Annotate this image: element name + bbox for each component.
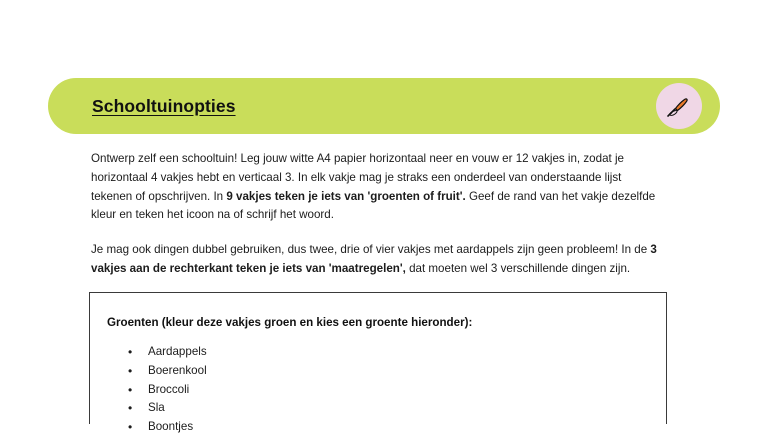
page-title: Schooltuinopties (92, 95, 236, 116)
header-banner (48, 78, 720, 134)
vegetables-box (89, 292, 667, 434)
paragraph-2 (91, 241, 663, 279)
vegetables-list (90, 343, 666, 437)
paragraph-1-bold-a: 9 vakjes teken je iets van 'groenten of fruit'. (226, 189, 466, 203)
list-item: • Broccoli (148, 381, 666, 400)
list-item: • Boerenkool (148, 362, 666, 381)
paragraph-1 (91, 150, 663, 225)
paragraph-2-bold-a: 3 vakjes aan de rechterkant teken je iets van 'maatregelen', (91, 243, 657, 275)
list-item: • Aardappels (148, 343, 666, 362)
vegetables-box-title: Groenten (kleur deze vakjes groen en kies een groente hieronder): (107, 316, 473, 329)
paragraph-1-text-a: Ontwerp zelf een schooltuin! Leg jouw witte A4 papier horizontaal neer en vouw er 12 vakjes in, zodat je horizontaal 4 vakjes hebt en verticaal 3. In elk vakje mag je straks een onderdeel van onderstaande lijst tekenen of opschrijven. In (91, 152, 624, 203)
badge-circle (656, 83, 702, 129)
list-item: • Boontjes (148, 418, 666, 437)
paragraph-2-text-a: Je mag ook dingen dubbel gebruiken, dus twee, drie of vier vakjes met aardappels zijn geen probleem! In de (91, 243, 651, 257)
body-text (91, 150, 663, 279)
paragraph-2-text-b: dat moeten wel 3 verschillende dingen zijn. (405, 261, 631, 275)
paragraph-1-text-b: Geef de rand van het vakje dezelfde kleur en teken het icoon na of schrijf het woord. (91, 189, 656, 222)
list-item: • Sla (148, 399, 666, 418)
gardening-trowel-icon (664, 91, 694, 121)
